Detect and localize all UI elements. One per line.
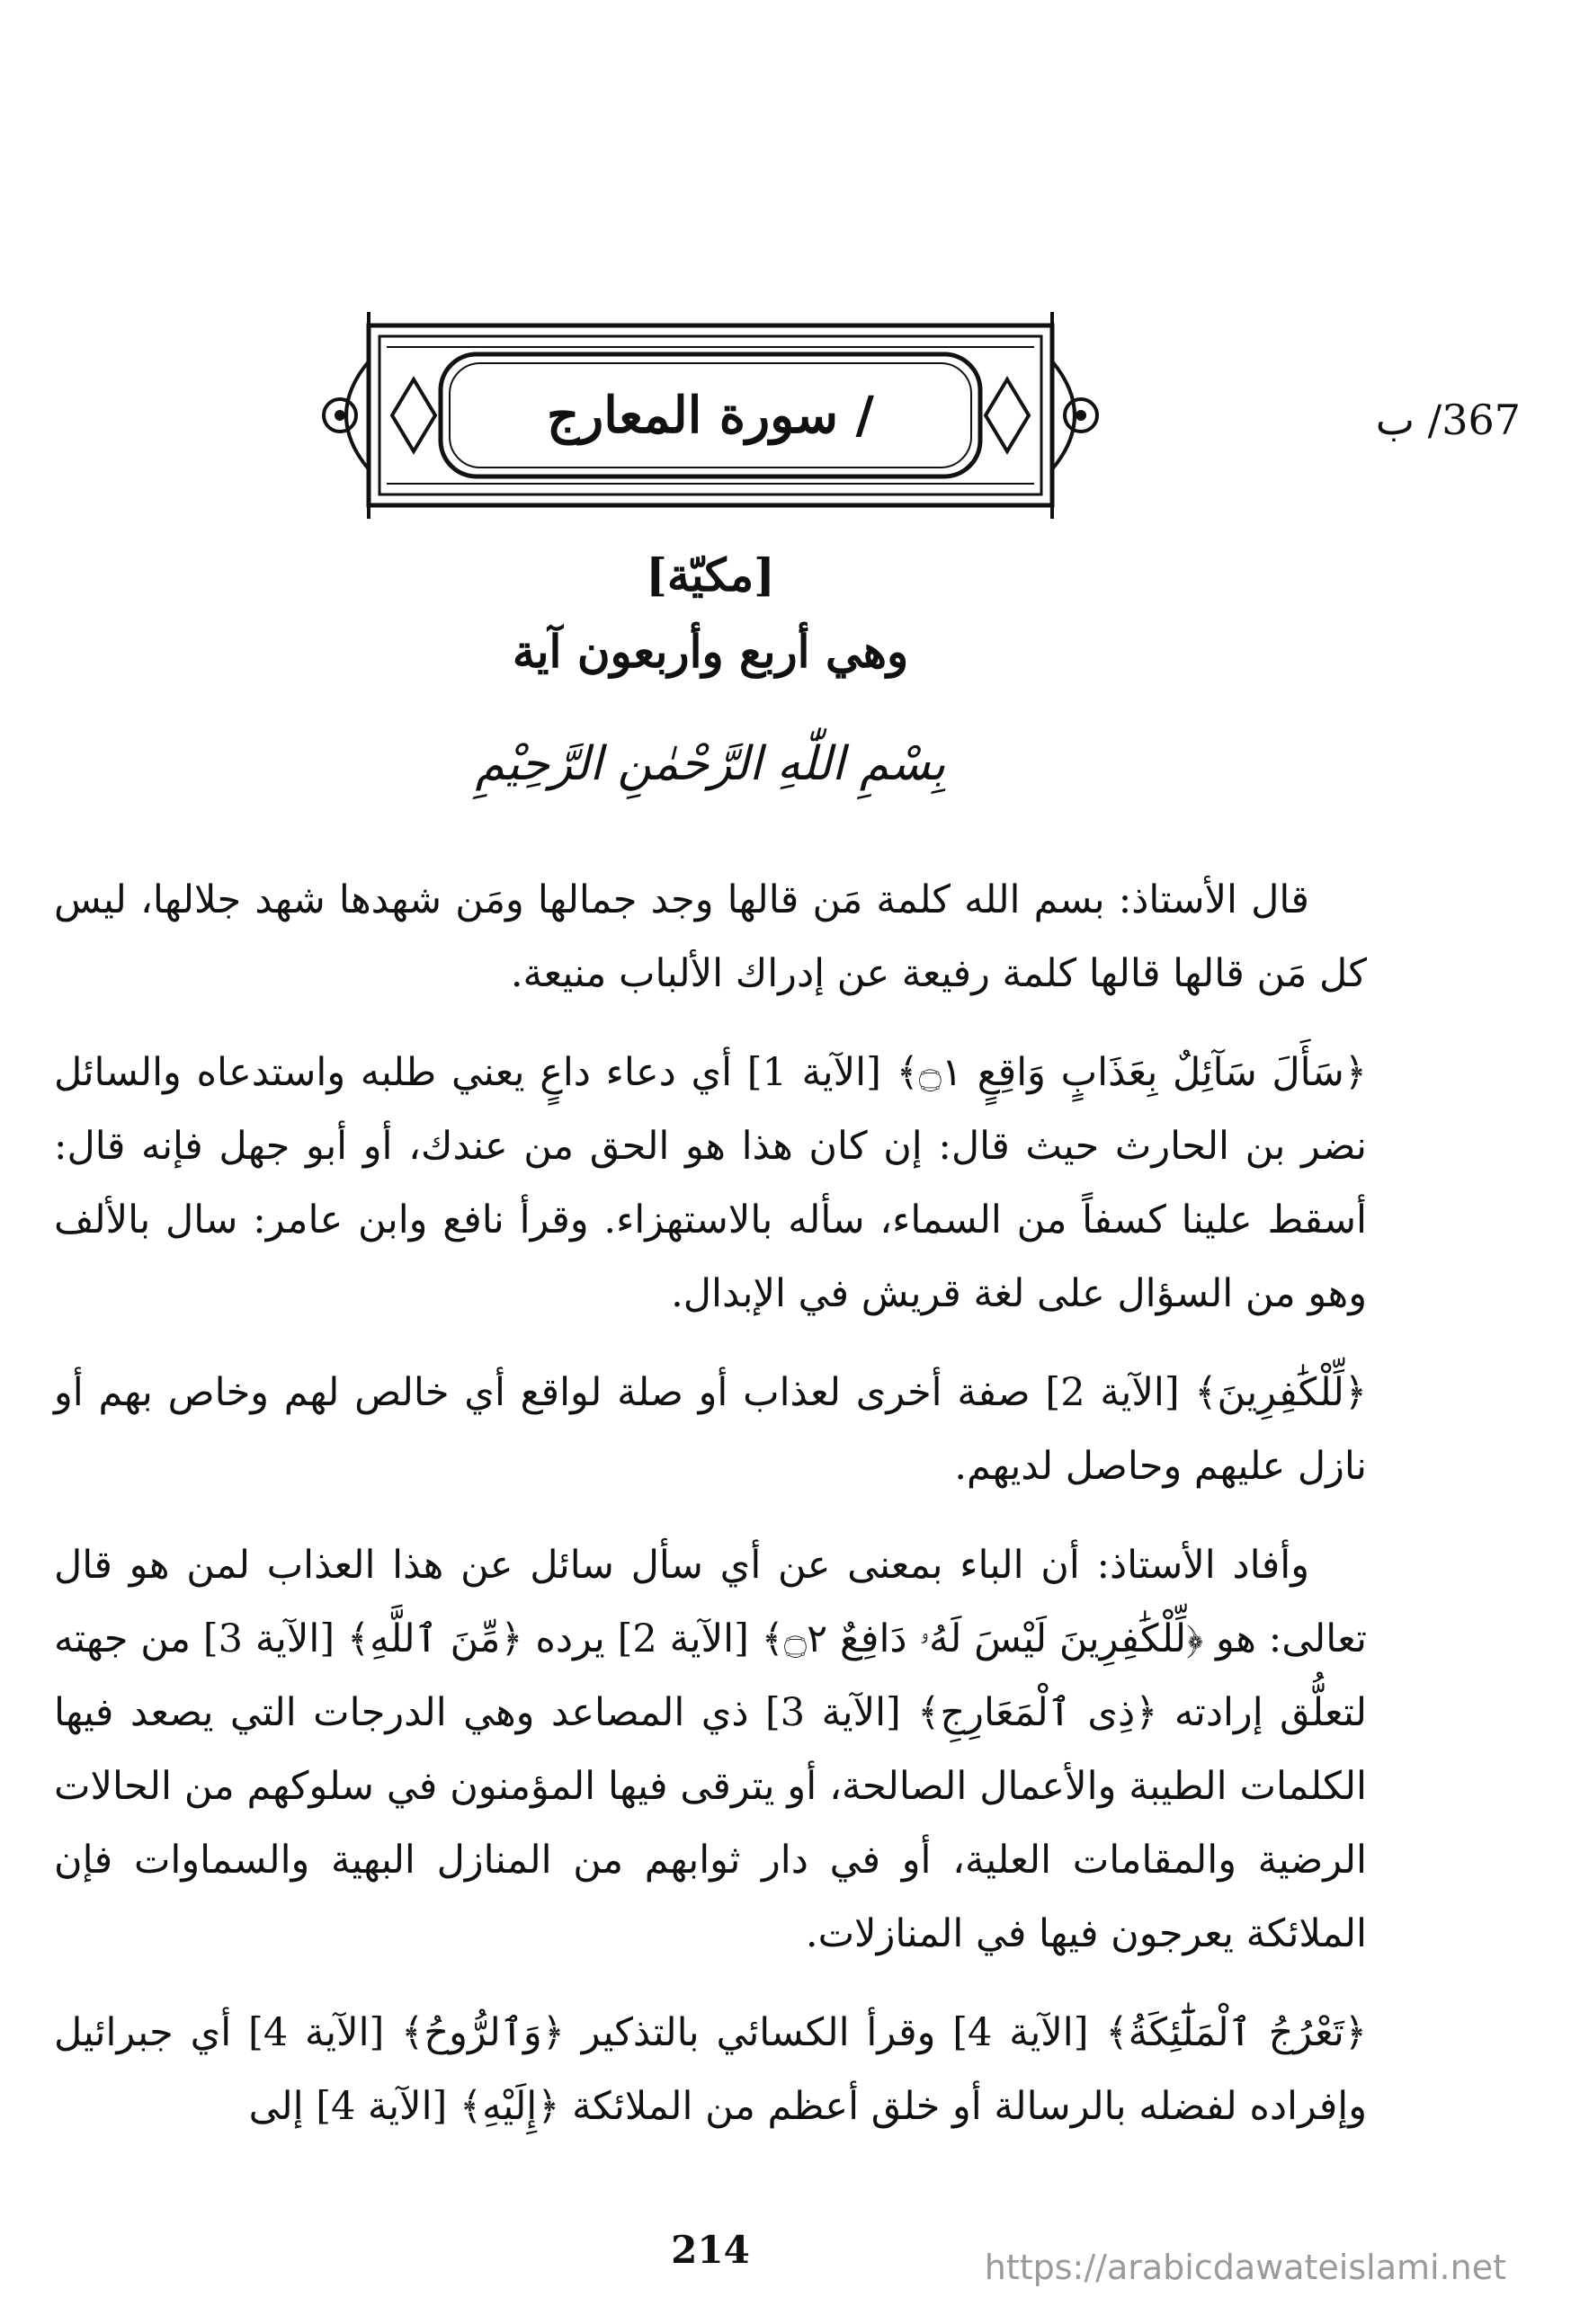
marginal-folio-note: 367/ ب [1375,396,1521,444]
surah-title: / سورة المعارج [547,386,874,445]
paragraph: ﴿تَعْرُجُ ٱلْمَلَٰٓئِكَةُ﴾ [الآية 4] وقرأ الكسائي بالتذكير ﴿وَٱلرُّوحُ﴾ [الآية 4] أي جبرائيل وإفراده لفضله بالرسالة أو خلق أعظم من الملائكة ﴿إِلَيْهِ﴾ [الآية 4] إلى [54,2010,1367,2129]
watermark-url: https://arabicdawateislami.net [984,2248,1506,2287]
page-number: 214 [671,2228,750,2272]
ayat-count-label: وهي أربع وأربعون آية [512,625,909,678]
basmala: بِسْمِ اللّٰهِ الرَّحْمٰنِ الرَّحِيْمِ [475,737,946,791]
commentary-body [54,863,1367,2168]
paragraph: وأفاد الأستاذ: أن الباء بمعنى عن أي سأل سائل عن هذا العذاب لمن هو قال تعالى: هو ﴿لِّلْكَٰفِرِينَ لَيْسَ لَهُۥ دَافِعٌ ۝٢﴾ [الآية 2] يرده ﴿مِّنَ ٱللَّهِ﴾ [الآية 3] من جهته لتعلُّق إرادته ﴿ذِى ٱلْمَعَارِجِ﴾ [الآية 3] ذي المصاعد وهي الدرجات التي يصعد فيها الكلمات الطيبة والأعمال الصالحة، أو يترقى فيها المؤمنون في سلوكهم من الحالات الرضية والمقامات العلية، أو في دار ثوابهم من المنازل البهية والسماوات فإن الملائكة يعرجون فيها في المنازلات. [54,1543,1368,1956]
makkiyya-label: [مكيّة] [646,548,775,601]
paragraph: ﴿سَأَلَ سَآئِلٌ بِعَذَابٍ وَاقِعٍ ۝١﴾ [الآية 1] أي دعاء داعٍ يعني طلبه واستدعاه والسائل نضر بن الحارث حيث قال: إن كان هذا هو الحق من عندك، أو أبو جهل فإنه قال: أسقط علينا كسفاً من السماء، سأله بالاستهزاء. وقرأ نافع وابن عامر: سال بالألف وهو من السؤال على لغة قريش في الإبدال. [54,1050,1367,1316]
paragraph: ﴿لِّلْكَٰفِرِينَ﴾ [الآية 2] صفة أخرى لعذاب أو صلة لواقع أي خالص لهم وخاص بهم أو نازل عليهم وحاصل لديهم. [54,1370,1367,1489]
paragraph: قال الأستاذ: بسم الله كلمة مَن قالها وجد جمالها ومَن شهدها شهد جلالها، ليس كل مَن قالها قالها كلمة رفيعة عن إدراك الألباب منيعة. [54,877,1367,996]
